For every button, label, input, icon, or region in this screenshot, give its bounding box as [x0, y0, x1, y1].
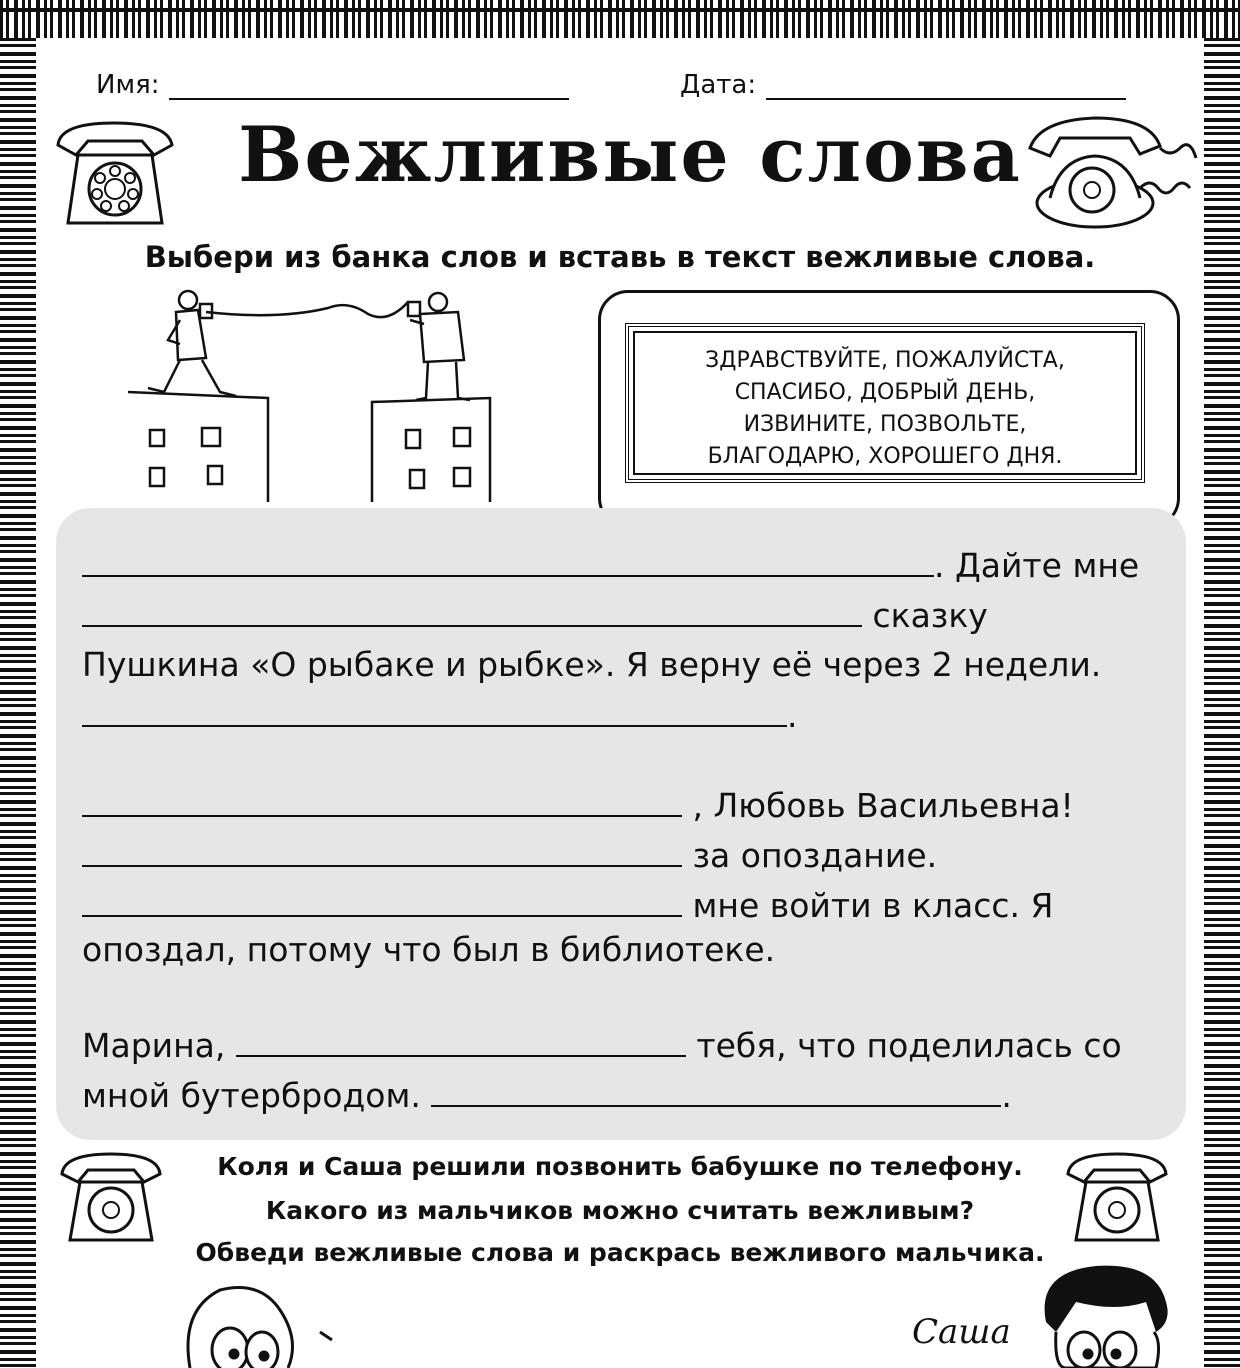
exercise-text: . — [1001, 1076, 1012, 1115]
fill-blank[interactable] — [82, 885, 682, 917]
fill-blank[interactable] — [82, 835, 682, 867]
task-text: Какого из мальчиков можно считать вежливым? — [265, 1196, 975, 1225]
fill-blank[interactable] — [431, 1075, 1001, 1107]
exercise-line — [82, 545, 1139, 585]
exercise-line — [82, 885, 1053, 925]
word-bank — [598, 290, 1180, 528]
task-text: Обведи вежливые слова и раскрась вежливого мальчика. — [195, 1238, 1045, 1267]
word-bank-line: ИЗВИНИТЕ, ПОЗВОЛЬТЕ, — [743, 412, 1027, 437]
fill-blank[interactable] — [236, 1025, 686, 1057]
fill-blank[interactable] — [82, 545, 934, 577]
fill-blank[interactable] — [82, 785, 682, 817]
name-field — [96, 70, 569, 100]
decorative-border-top — [0, 0, 1240, 38]
date-input-line[interactable] — [766, 72, 1126, 100]
word-bank-frame — [625, 323, 1145, 483]
exercise-line — [82, 595, 988, 635]
rotary-phone-icon — [1020, 108, 1200, 233]
exercise-line — [82, 1075, 1012, 1115]
exercise-text: , Любовь Васильевна! — [692, 786, 1074, 825]
exercise-line — [82, 835, 937, 875]
task-text: Коля и Саша решили позвонить бабушке по телефону. — [217, 1152, 1023, 1181]
fill-blank[interactable] — [82, 695, 787, 727]
name-label: Имя: — [96, 70, 160, 100]
page-title: Вежливые слова — [238, 110, 1022, 199]
rotary-phone-icon — [50, 115, 180, 235]
exercise-line — [82, 695, 798, 735]
sasha-label: Саша — [912, 1312, 1011, 1352]
exercise-text: Пушкина «О рыбаке и рыбке». Я верну её через 2 недели. — [82, 645, 1102, 684]
exercise-line — [82, 785, 1074, 825]
word-bank-line: БЛАГОДАРЮ, ХОРОШЕГО ДНЯ. — [707, 444, 1063, 469]
date-label: Дата: — [680, 70, 757, 100]
tin-can-phone-illustration — [128, 280, 508, 505]
name-input-line[interactable] — [169, 72, 569, 100]
exercise-text: за опоздание. — [692, 836, 938, 875]
kolya-boy-illustration — [170, 1280, 340, 1368]
word-bank-line: СПАСИБО, ДОБРЫЙ ДЕНЬ, — [734, 380, 1036, 405]
instruction-text: Выбери из банка слов и вставь в текст вежливые слова. — [144, 240, 1096, 274]
date-field — [680, 70, 1126, 100]
exercise-text: . — [787, 696, 798, 735]
sasha-boy-illustration — [1036, 1262, 1176, 1368]
exercise-text: мной бутербродом. — [82, 1076, 421, 1115]
exercise-text: . Дайте мне — [934, 546, 1140, 585]
fill-blank[interactable] — [82, 595, 862, 627]
exercise-text: опоздал, потому что был в библиотеке. — [82, 930, 776, 969]
exercise-text: мне войти в класс. Я — [692, 886, 1054, 925]
exercise-line — [82, 1025, 1122, 1065]
exercise-text: сказку — [872, 596, 988, 635]
word-bank-line: ЗДРАВСТВУЙТЕ, ПОЖАЛУЙСТА, — [705, 348, 1065, 373]
exercise-text: тебя, что поделилась со — [696, 1026, 1122, 1065]
exercise-text: Марина, — [82, 1026, 226, 1065]
